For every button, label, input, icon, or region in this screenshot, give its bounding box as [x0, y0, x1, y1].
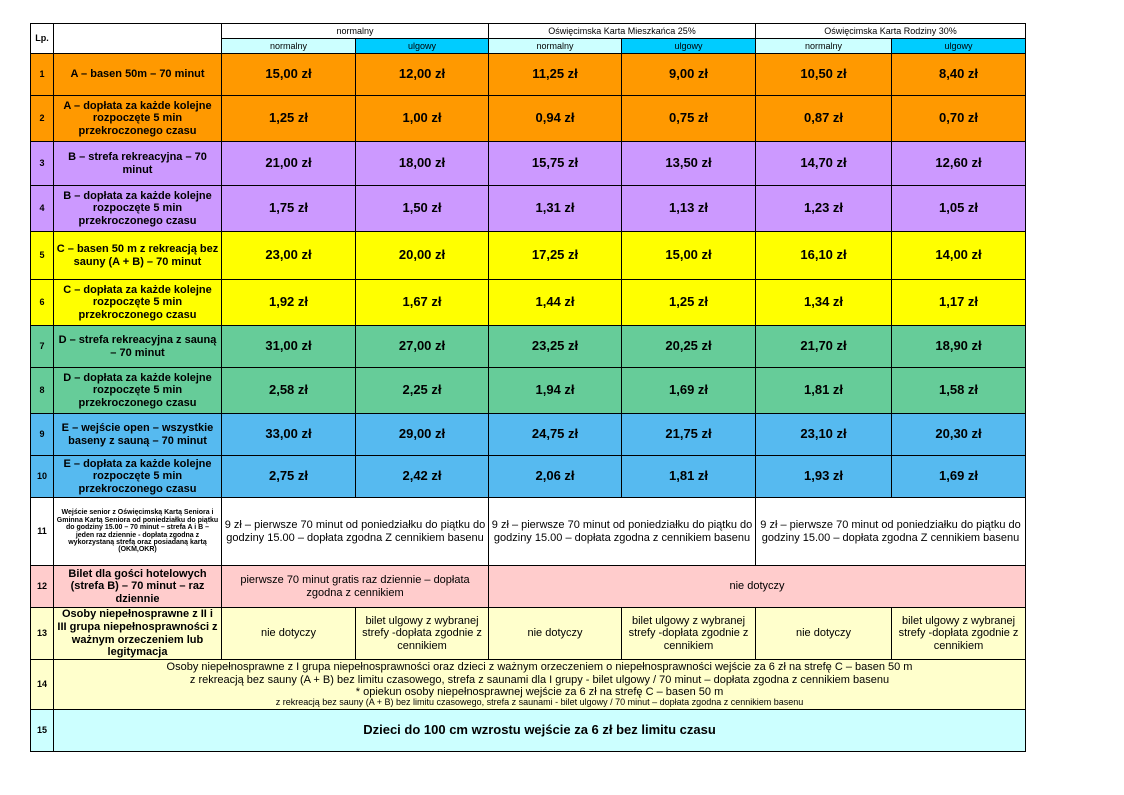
price-cell: 1,17 zł [892, 280, 1026, 326]
price-cell: 1,94 zł [489, 368, 622, 414]
price-cell: 9,00 zł [622, 54, 756, 96]
price-cell: 1,69 zł [892, 456, 1026, 498]
table-row-disabled [31, 608, 1026, 660]
price-cell: 21,75 zł [622, 414, 756, 456]
price-cell: 2,58 zł [222, 368, 356, 414]
price-cell: 1,69 zł [622, 368, 756, 414]
price-cell: 2,75 zł [222, 456, 356, 498]
children-info: Dzieci do 100 cm wzrostu wejście za 6 zł bez limitu czasu [54, 710, 1026, 752]
hotel-price-normalny: pierwsze 70 minut gratis raz dziennie – dopłata zgodna z cennikiem [222, 566, 489, 608]
row-description: B – dopłata za każde kolejne rozpoczęte 5 min przekroczonego czasu [54, 186, 222, 232]
row-description: E – wejście open – wszystkie baseny z sauną – 70 minut [54, 414, 222, 456]
row-description: A – basen 50m – 70 minut [54, 54, 222, 96]
price-cell: 27,00 zł [356, 326, 489, 368]
price-cell: 11,25 zł [489, 54, 622, 96]
group-header-okr: Oświęcimska Karta Rodziny 30% [756, 24, 1026, 39]
disabled-cell: nie dotyczy [756, 608, 892, 660]
info-line-2: z rekreacją bez sauny (A + B) bez limitu czasowego, strefa z saunami dla I grupy - bilet ulgowy / 70 minut – dopłata zgodna z cennikiem basenu [189, 673, 890, 686]
row-description: C – dopłata za każde kolejne rozpoczęte 5 min przekroczonego czasu [54, 280, 222, 326]
hotel-not-applicable: nie dotyczy [489, 566, 1026, 608]
price-cell: 29,00 zł [356, 414, 489, 456]
subheader-normalny: normalny [489, 39, 622, 54]
price-cell: 33,00 zł [222, 414, 356, 456]
price-cell: 15,00 zł [622, 232, 756, 280]
price-cell: 31,00 zł [222, 326, 356, 368]
price-cell: 21,70 zł [756, 326, 892, 368]
row-description: C – basen 50 m z rekreacją bez sauny (A + B) – 70 minut [54, 232, 222, 280]
subheader-normalny: normalny [222, 39, 356, 54]
price-cell: 23,25 zł [489, 326, 622, 368]
row-number: 12 [31, 566, 54, 608]
price-cell: 20,00 zł [356, 232, 489, 280]
price-cell: 1,25 zł [622, 280, 756, 326]
price-cell: 16,10 zł [756, 232, 892, 280]
senior-price-okm: 9 zł – pierwsze 70 minut od poniedziałku do piątku do godziny 15.00 – dopłata zgodna z cennikiem basenu [489, 498, 756, 566]
table-row-disabled-group-1 [31, 660, 1026, 710]
disabled-cell: nie dotyczy [222, 608, 356, 660]
price-cell: 15,75 zł [489, 142, 622, 186]
row-number: 11 [31, 498, 54, 566]
price-cell: 23,00 zł [222, 232, 356, 280]
price-cell: 21,00 zł [222, 142, 356, 186]
row-description: Osoby niepełnosprawne z II i III grupa niepełnosprawności z ważnym orzeczeniem lub legitymacja [54, 608, 222, 660]
row-number: 1 [31, 54, 54, 96]
price-cell: 1,00 zł [356, 96, 489, 142]
price-cell: 12,00 zł [356, 54, 489, 96]
table-row-hotel [31, 566, 1026, 608]
info-line-4: z rekreacją bez sauny (A + B) bez limitu czasowego, strefa z saunami - bilet ulgowy / 70 minut – dopłata zgodna z cennikiem basenu [275, 696, 804, 707]
row-number: 13 [31, 608, 54, 660]
table-row [31, 142, 1026, 186]
price-cell: 1,50 zł [356, 186, 489, 232]
lp-header: Lp. [31, 24, 54, 54]
price-cell: 2,25 zł [356, 368, 489, 414]
price-cell: 18,00 zł [356, 142, 489, 186]
row-description: B – strefa rekreacyjna – 70 minut [54, 142, 222, 186]
group-header-okm: Oświęcimska Karta Mieszkańca 25% [489, 24, 756, 39]
price-cell: 10,50 zł [756, 54, 892, 96]
price-cell: 1,81 zł [622, 456, 756, 498]
group-header-normalny: normalny [222, 24, 489, 39]
row-number: 3 [31, 142, 54, 186]
price-cell: 14,70 zł [756, 142, 892, 186]
price-cell: 20,25 zł [622, 326, 756, 368]
price-cell: 2,06 zł [489, 456, 622, 498]
disabled-cell: bilet ulgowy z wybranej strefy -dopłata zgodnie z cennikiem [622, 608, 756, 660]
info-line-3: * opiekun osoby niepełnosprawnej wejście za 6 zł na strefę C – basen 50 m [355, 685, 724, 698]
row-description: E – dopłata za każde kolejne rozpoczęte 5 min przekroczonego czasu [54, 456, 222, 498]
price-cell: 1,31 zł [489, 186, 622, 232]
price-cell: 18,90 zł [892, 326, 1026, 368]
subheader-ulgowy: ulgowy [892, 39, 1026, 54]
price-cell: 0,94 zł [489, 96, 622, 142]
price-cell: 1,23 zł [756, 186, 892, 232]
subheader-normalny: normalny [756, 39, 892, 54]
table-row [31, 232, 1026, 280]
row-description: D – dopłata za każde kolejne rozpoczęte 5 min przekroczonego czasu [54, 368, 222, 414]
row-number: 10 [31, 456, 54, 498]
price-cell: 1,58 zł [892, 368, 1026, 414]
table-row [31, 280, 1026, 326]
senior-price-normalny: 9 zł – pierwsze 70 minut od poniedziałku do piątku do godziny 15.00 – dopłata zgodna Z cennikiem basenu [222, 498, 489, 566]
price-cell: 0,87 zł [756, 96, 892, 142]
price-cell: 0,70 zł [892, 96, 1026, 142]
table-row [31, 368, 1026, 414]
row-number: 5 [31, 232, 54, 280]
table-row [31, 414, 1026, 456]
price-cell: 1,75 zł [222, 186, 356, 232]
price-cell: 1,67 zł [356, 280, 489, 326]
price-cell: 1,81 zł [756, 368, 892, 414]
price-cell: 15,00 zł [222, 54, 356, 96]
disabled-group-1-info [54, 660, 1026, 710]
table-row [31, 326, 1026, 368]
price-cell: 8,40 zł [892, 54, 1026, 96]
row-number: 4 [31, 186, 54, 232]
table-row-children [31, 710, 1026, 752]
row-number: 15 [31, 710, 54, 752]
price-cell: 1,13 zł [622, 186, 756, 232]
table-row-senior [31, 498, 1026, 566]
disabled-cell: nie dotyczy [489, 608, 622, 660]
price-cell: 24,75 zł [489, 414, 622, 456]
row-number: 7 [31, 326, 54, 368]
desc-header [54, 24, 222, 54]
price-cell: 2,42 zł [356, 456, 489, 498]
senior-price-okr: 9 zł – pierwsze 70 minut od poniedziałku do piątku do godziny 15.00 – dopłata zgodna Z cennikiem basenu [756, 498, 1026, 566]
price-cell: 20,30 zł [892, 414, 1026, 456]
table-row [31, 96, 1026, 142]
row-description: Wejście senior z Oświęcimską Kartą Seniora i Gminna Kartą Seniora od poniedziałku do piątku do godziny 15.00 – 70 minut – strefa A i B – jeden raz dziennie - dopłata zgodna z wykorzystaną strefą oraz posiadaną kartą (OKM,OKR) [54, 498, 222, 566]
disabled-cell: bilet ulgowy z wybranej strefy -dopłata zgodnie z cennikiem [892, 608, 1026, 660]
price-cell: 13,50 zł [622, 142, 756, 186]
row-number: 6 [31, 280, 54, 326]
price-cell: 1,25 zł [222, 96, 356, 142]
disabled-cell: bilet ulgowy z wybranej strefy -dopłata zgodnie z cennikiem [356, 608, 489, 660]
price-cell: 14,00 zł [892, 232, 1026, 280]
price-cell: 23,10 zł [756, 414, 892, 456]
price-cell: 12,60 zł [892, 142, 1026, 186]
price-cell: 1,05 zł [892, 186, 1026, 232]
row-number: 2 [31, 96, 54, 142]
subheader-ulgowy: ulgowy [622, 39, 756, 54]
price-cell: 1,92 zł [222, 280, 356, 326]
price-cell: 1,44 zł [489, 280, 622, 326]
price-cell: 1,93 zł [756, 456, 892, 498]
row-number: 9 [31, 414, 54, 456]
info-line-1: Osoby niepełnosprawne z I grupa niepełnosprawności oraz dzieci z ważnym orzeczeniem o niepełnosprawności wejście za 6 zł na strefę C – basen 50 m [166, 661, 913, 674]
price-cell: 0,75 zł [622, 96, 756, 142]
row-number: 8 [31, 368, 54, 414]
row-description: A – dopłata za każde kolejne rozpoczęte 5 min przekroczonego czasu [54, 96, 222, 142]
table-row [31, 186, 1026, 232]
price-cell: 17,25 zł [489, 232, 622, 280]
price-table [30, 23, 1026, 752]
row-description: D – strefa rekreacyjna z sauną – 70 minut [54, 326, 222, 368]
row-number: 14 [31, 660, 54, 710]
table-row [31, 456, 1026, 498]
row-description: Bilet dla gości hotelowych (strefa B) – 70 minut – raz dziennie [54, 566, 222, 608]
price-cell: 1,34 zł [756, 280, 892, 326]
subheader-ulgowy: ulgowy [356, 39, 489, 54]
table-row [31, 54, 1026, 96]
